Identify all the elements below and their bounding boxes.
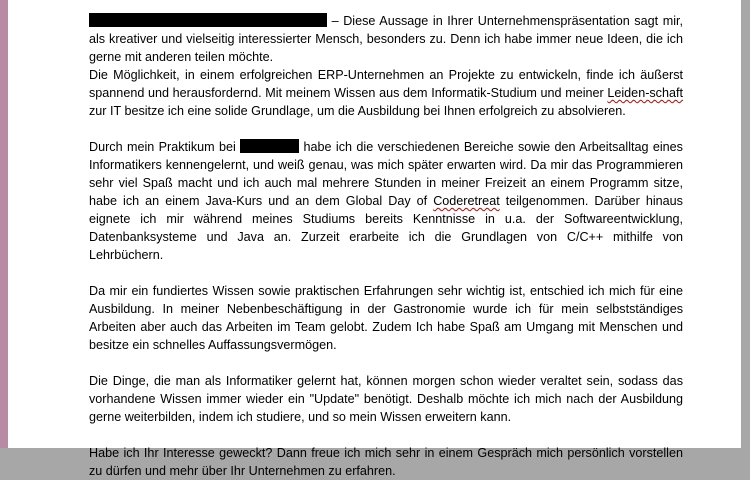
internship-text-a: Durch mein Praktikum bei — [89, 140, 241, 154]
paragraph-gap — [89, 354, 683, 372]
paragraph-gap — [89, 120, 683, 138]
paragraph-closing: Habe ich Ihr Interesse geweckt? Dann freue ich mich sehr in einem Gespräch mich persönlich vorstellen zu dürfen und mehr über Ihr Unternehmen zu erfahren. — [89, 446, 683, 478]
paragraph-gap — [89, 426, 683, 444]
internship-text-b: habe ich die verschiedenen Bereiche sowie den Arbeitsalltag eines Informatikers kennengelernt, und weiß genau, was mich später erwarten wird. Da mir das Programmieren sehr viel Spaß macht und ich auch mal mehrere Stunden in meiner Freizeit an einem Programm sitze, habe ich an einem Java-Kurs und an dem Global Day of — [89, 140, 683, 208]
document-page[interactable] — [8, 0, 741, 478]
paragraph-intro — [89, 12, 683, 66]
internship-text-c: teilgenommen. Darüber hinaus eignete ich mir während meines Studiums bereits Kenntnisse in u.a. der Softwareentwicklung, Datenbanksysteme und Java an. Zurzeit erarbeite ich die Grundlagen von C/C++ mithilfe von Lehrbüchern. — [89, 194, 683, 262]
motivation-text-a: Die Möglichkeit, in einem erfolgreichen ERP-Unternehmen an Projekte zu entwickeln, finde ich äußerst spannend und herausfordernd. Mit meinem Wissen aus dem Informatik-Studium und meiner — [89, 68, 683, 100]
paragraph-training: Da mir ein fundiertes Wissen sowie praktischen Erfahrungen sehr wichtig ist, entschied ich mich für eine Ausbildung. In meiner Nebenbeschäftigung in der Gastronomie wurde ich für mein selbstständiges Arbeiten aber auch das Arbeiten im Team gelobt. Zudem Ich habe Spaß am Umgang mit Menschen und besitze ein schnelles Auffassungsvermögen. — [89, 284, 683, 352]
paragraph-internship — [89, 138, 683, 264]
spellcheck-word[interactable]: Coderetreat — [433, 194, 500, 208]
redacted-quote — [89, 13, 327, 27]
paragraph-motivation — [89, 66, 683, 120]
motivation-text-b: zur IT besitze ich eine solide Grundlage, um die Ausbildung bei Ihnen erfolgreich zu absolvieren. — [89, 104, 626, 118]
intro-text: – Diese Aussage in Ihrer Unternehmenspräsentation sagt mir, als kreativer und vielseitig interessierter Mensch, besonders zu. Denn ich habe immer neue Ideen, die ich gerne mit anderen teilen möchte. — [89, 14, 683, 64]
paragraph-gap — [89, 264, 683, 282]
paragraph-further-education: Die Dinge, die man als Informatiker gelernt hat, können morgen schon wieder veraltet sein, sodass das vorhandene Wissen immer wieder ein "Update" benötigt. Deshalb möchte ich mich nach der Ausbildung gerne weiterbilden, indem ich studiere, und so mein Wissen erweitern kann. — [89, 374, 683, 424]
spellcheck-word[interactable]: Leiden-schaft — [607, 86, 683, 100]
letter-body[interactable] — [89, 12, 683, 480]
redacted-company — [240, 139, 299, 153]
left-margin-bar — [0, 0, 8, 448]
